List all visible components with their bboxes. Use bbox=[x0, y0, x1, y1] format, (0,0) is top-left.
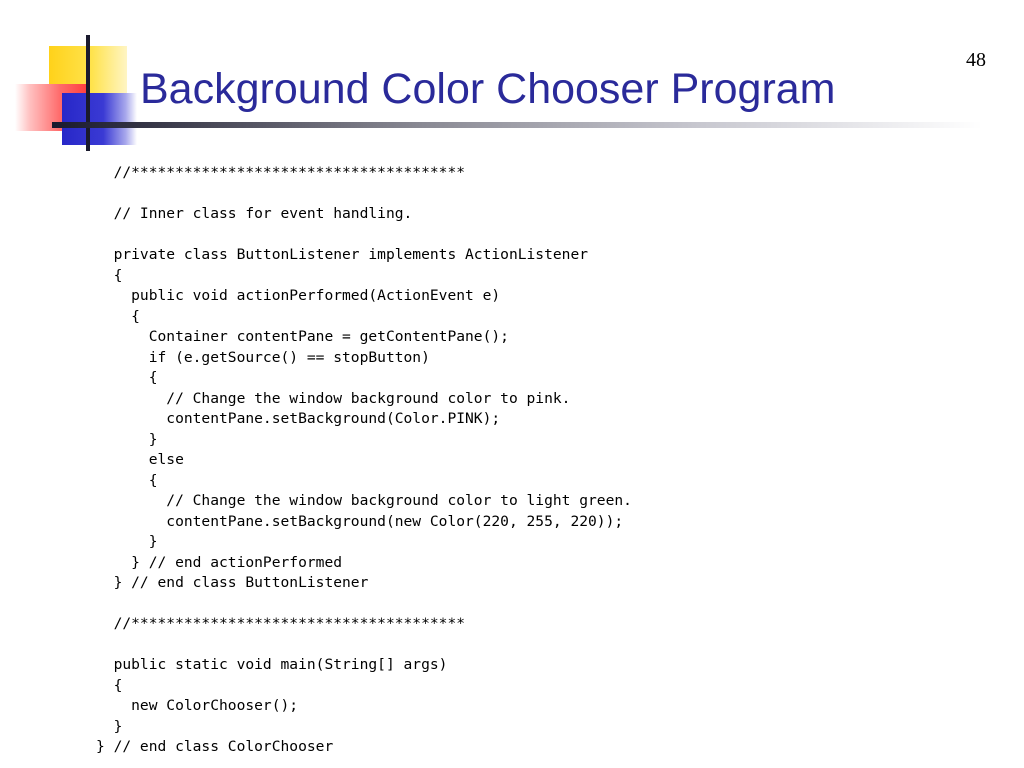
title-underline-rule bbox=[52, 122, 982, 128]
code-line: new ColorChooser(); bbox=[96, 697, 299, 714]
code-line: //************************************** bbox=[96, 615, 466, 632]
code-line bbox=[96, 594, 632, 615]
logo-blue-square bbox=[62, 93, 137, 145]
code-line: } bbox=[96, 533, 158, 550]
code-line: { bbox=[96, 266, 123, 284]
page-number: 48 bbox=[966, 49, 986, 71]
code-line bbox=[96, 184, 632, 205]
code-line: { bbox=[96, 471, 158, 489]
code-line: { bbox=[96, 369, 158, 386]
slide-title: Background Color Chooser Program bbox=[140, 65, 836, 113]
code-line bbox=[96, 225, 632, 246]
code-line: } bbox=[96, 430, 158, 448]
code-line: contentPane.setBackground(Color.PINK); bbox=[96, 410, 501, 427]
code-line: } // end class ButtonListener bbox=[96, 574, 369, 591]
code-line: public static void main(String[] args) bbox=[96, 656, 448, 673]
code-block bbox=[96, 163, 632, 758]
code-line: } // end class ColorChooser bbox=[96, 738, 334, 755]
code-line: //************************************** bbox=[96, 164, 466, 181]
code-line: // Inner class for event handling. bbox=[96, 205, 413, 222]
code-line bbox=[96, 635, 632, 656]
code-line: contentPane.setBackground(new Color(220, 255, 220)); bbox=[96, 512, 624, 530]
code-line: else bbox=[96, 451, 184, 468]
code-line: // Change the window background color to light green. bbox=[96, 492, 632, 509]
code-line: private class ButtonListener implements ActionListener bbox=[96, 246, 589, 263]
code-line: { bbox=[96, 307, 140, 325]
code-line: if (e.getSource() == stopButton) bbox=[96, 348, 430, 366]
code-line: Container contentPane = getContentPane(); bbox=[96, 328, 509, 345]
code-line: public void actionPerformed(ActionEvent e) bbox=[96, 287, 501, 304]
code-line: } bbox=[96, 717, 123, 735]
code-line: { bbox=[96, 676, 123, 694]
code-line: // Change the window background color to pink. bbox=[96, 389, 571, 407]
code-line: } // end actionPerformed bbox=[96, 553, 343, 571]
logo-vertical-rule bbox=[86, 35, 90, 151]
